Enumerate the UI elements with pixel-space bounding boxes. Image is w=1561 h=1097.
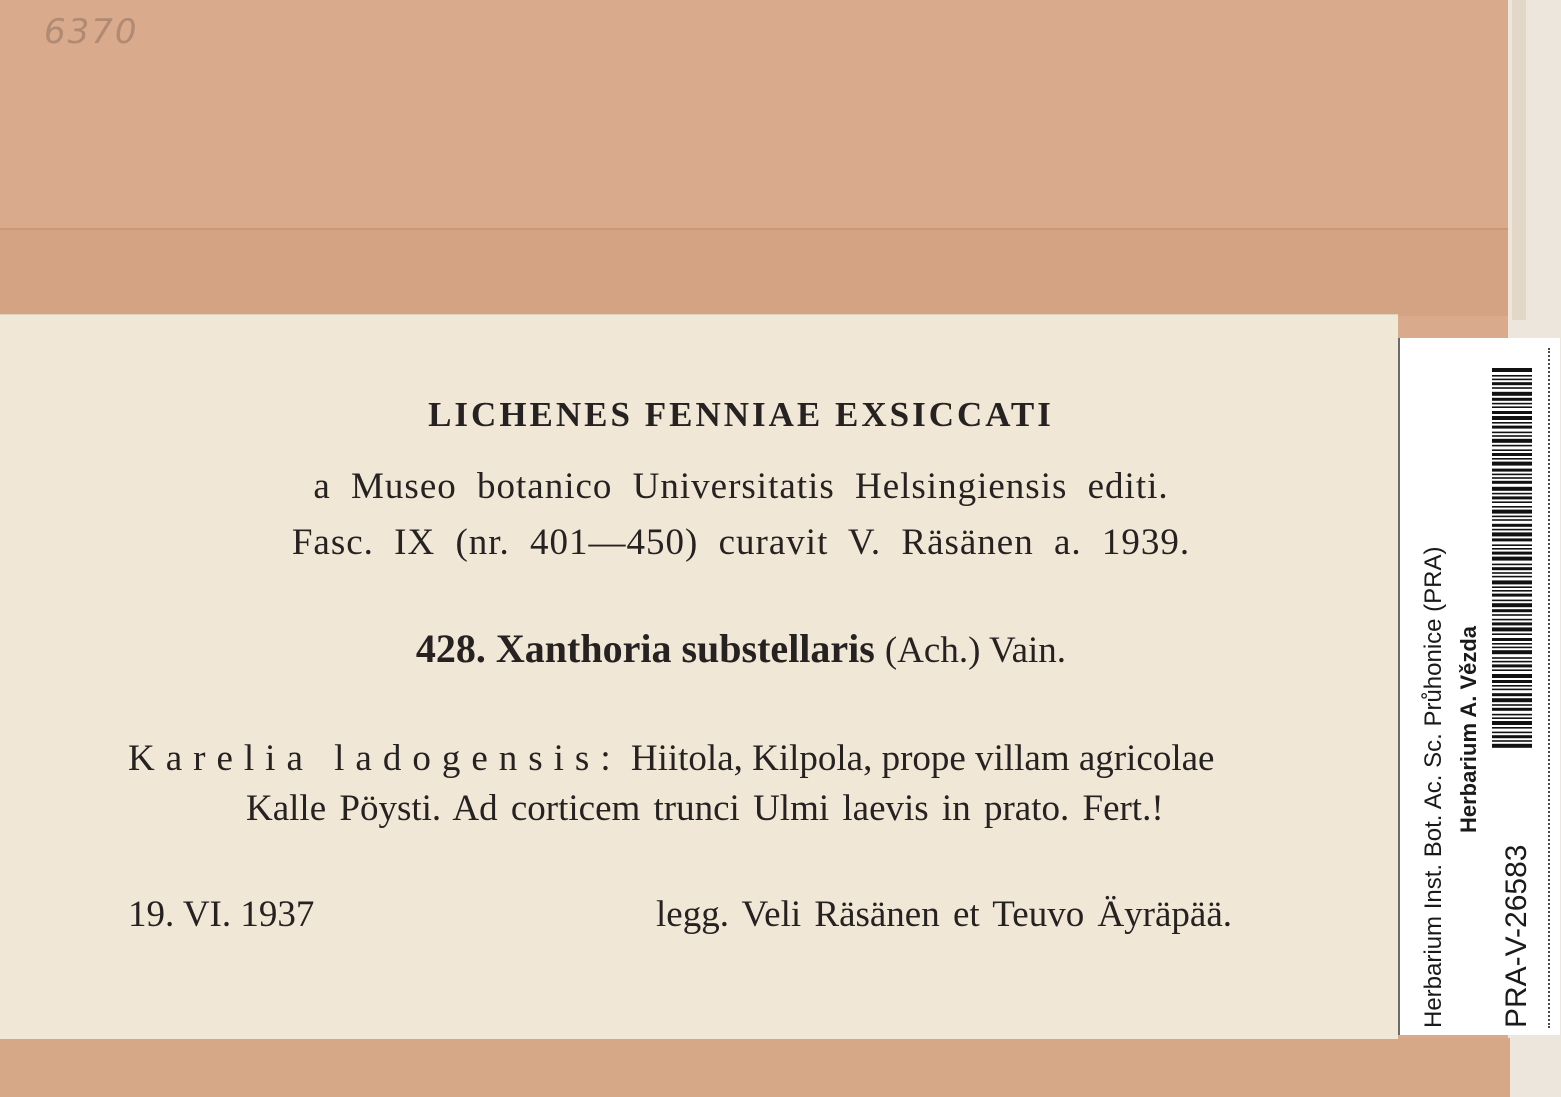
- barcode-bar: [1492, 622, 1532, 625]
- barcode-bar: [1492, 449, 1532, 451]
- barcode-bar: [1492, 529, 1532, 531]
- barcode-bar: [1492, 576, 1532, 578]
- barcode-bar: [1492, 594, 1532, 597]
- barcode-bar: [1492, 590, 1532, 592]
- barcode-bar: [1492, 445, 1532, 447]
- barcode-bar: [1492, 693, 1532, 696]
- barcode-bar: [1492, 516, 1532, 518]
- barcode-bar: [1492, 586, 1532, 588]
- institution-name: Herbarium Inst. Bot. Ac. Sc. Průhonice (PRA): [1420, 546, 1447, 1028]
- collection-date: 19. VI. 1937: [128, 894, 315, 935]
- barcode-bar: [1492, 379, 1532, 381]
- barcode-bar: [1492, 432, 1532, 434]
- barcode-bar: [1492, 493, 1532, 495]
- barcode-bar: [1492, 382, 1532, 385]
- barcode-bar: [1492, 661, 1532, 663]
- barcode-bar: [1492, 392, 1532, 396]
- barcode-bar: [1492, 462, 1532, 466]
- barcode: [1492, 368, 1532, 748]
- barcode-bar: [1492, 633, 1532, 635]
- collection-name: Herbarium A. Vězda: [1456, 625, 1481, 833]
- barcode-bar: [1492, 474, 1532, 476]
- barcode-bar: [1492, 458, 1532, 460]
- barcode-bar: [1492, 732, 1532, 734]
- barcode-bar: [1492, 496, 1532, 499]
- specimen-id: PRA-V-26583: [1500, 844, 1533, 1028]
- species-name: Xanthoria substellaris: [495, 626, 875, 671]
- barcode-bar: [1492, 714, 1532, 716]
- barcode-bar: [1492, 524, 1532, 527]
- barcode-bar: [1492, 403, 1532, 405]
- barcode-bar: [1492, 614, 1532, 616]
- handwritten-number: 6370: [44, 12, 139, 52]
- barcode-bar: [1492, 435, 1532, 437]
- barcode-bar: [1492, 519, 1532, 521]
- species-line: [0, 625, 1482, 672]
- barcode-bar: [1492, 740, 1532, 742]
- locality-line-1: [128, 737, 1214, 780]
- barcode-bar: [1492, 557, 1532, 561]
- barcode-bar: [1492, 552, 1532, 555]
- barcode-bar: [1492, 727, 1532, 729]
- barcode-bar: [1492, 744, 1532, 748]
- barcode-bar: [1492, 572, 1532, 574]
- barcode-bar: [1492, 506, 1532, 508]
- packet-bottom-fold: [0, 1038, 1510, 1097]
- barcode-bar: [1492, 735, 1532, 738]
- barcode-bar: [1492, 416, 1532, 420]
- barcode-bar: [1492, 664, 1532, 667]
- barcode-bar: [1492, 685, 1532, 687]
- series-title: LICHENES FENNIAE EXSICCATI: [428, 395, 1054, 434]
- barcode-bar: [1492, 481, 1532, 484]
- barcode-bar: [1492, 647, 1532, 649]
- barcode-bar: [1492, 603, 1532, 607]
- barcode-bar: [1492, 638, 1532, 641]
- barcode-bar: [1492, 398, 1532, 401]
- barcode-bar: [1492, 674, 1532, 678]
- barcode-bar: [1492, 469, 1532, 472]
- locality-line-2: Kalle Pöysti. Ad corticem trunci Ulmi laevis in prato. Fert.!: [246, 788, 1164, 829]
- dotted-cut-line: [1548, 348, 1550, 1028]
- barcode-bar: [1492, 564, 1532, 566]
- locality-region: Karelia ladogensis:: [128, 738, 622, 779]
- exsiccata-label: [0, 314, 1398, 1039]
- packet-fold-band: [0, 228, 1530, 316]
- barcode-bar: [1492, 510, 1532, 514]
- barcode-bar: [1492, 643, 1532, 645]
- barcode-bar: [1492, 680, 1532, 683]
- species-authority: (Ach.) Vain.: [884, 630, 1067, 671]
- collectors: legg. Veli Räsänen et Teuvo Äyräpää.: [656, 894, 1233, 935]
- sheet-edge-shadow: [1512, 0, 1526, 320]
- barcode-bar: [1492, 387, 1532, 389]
- barcode-bar: [1492, 532, 1532, 536]
- herbarium-barcode-label: [1398, 338, 1560, 1035]
- barcode-bar: [1492, 411, 1532, 414]
- barcode-bar: [1492, 544, 1532, 546]
- barcode-bar: [1492, 708, 1532, 711]
- species-number: 428.: [415, 626, 486, 671]
- barcode-bar: [1492, 650, 1532, 654]
- barcode-bar: [1492, 669, 1532, 671]
- series-subtitle-1: a Museo botanico Universitatis Helsingiensis editi.: [313, 466, 1169, 507]
- barcode-bar: [1492, 580, 1532, 584]
- barcode-bar: [1492, 717, 1532, 719]
- barcode-bar: [1492, 453, 1532, 456]
- series-subtitle-2: Fasc. IX (nr. 401—450) curavit V. Räsänen a. 1939.: [291, 522, 1191, 563]
- barcode-bar: [1492, 627, 1532, 631]
- barcode-bar: [1492, 477, 1532, 479]
- barcode-bar: [1492, 426, 1532, 429]
- barcode-bar: [1492, 538, 1532, 541]
- barcode-bar: [1492, 567, 1532, 570]
- barcode-bar: [1492, 406, 1532, 408]
- barcode-bar: [1492, 548, 1532, 550]
- locality-detail: Hiitola, Kilpola, prope villam agricolae: [630, 738, 1215, 779]
- barcode-bar: [1492, 698, 1532, 702]
- barcode-bar: [1492, 600, 1532, 602]
- barcode-bar: [1492, 422, 1532, 424]
- barcode-bar: [1492, 368, 1532, 372]
- barcode-bar: [1492, 689, 1532, 691]
- barcode-bar: [1492, 704, 1532, 706]
- barcode-bar: [1492, 619, 1532, 621]
- barcode-bar: [1492, 375, 1532, 377]
- barcode-bar: [1492, 721, 1532, 725]
- barcode-bar: [1492, 657, 1532, 659]
- barcode-bar: [1492, 487, 1532, 491]
- barcode-bar: [1492, 609, 1532, 612]
- barcode-bar: [1492, 439, 1532, 443]
- barcode-bar: [1492, 501, 1532, 503]
